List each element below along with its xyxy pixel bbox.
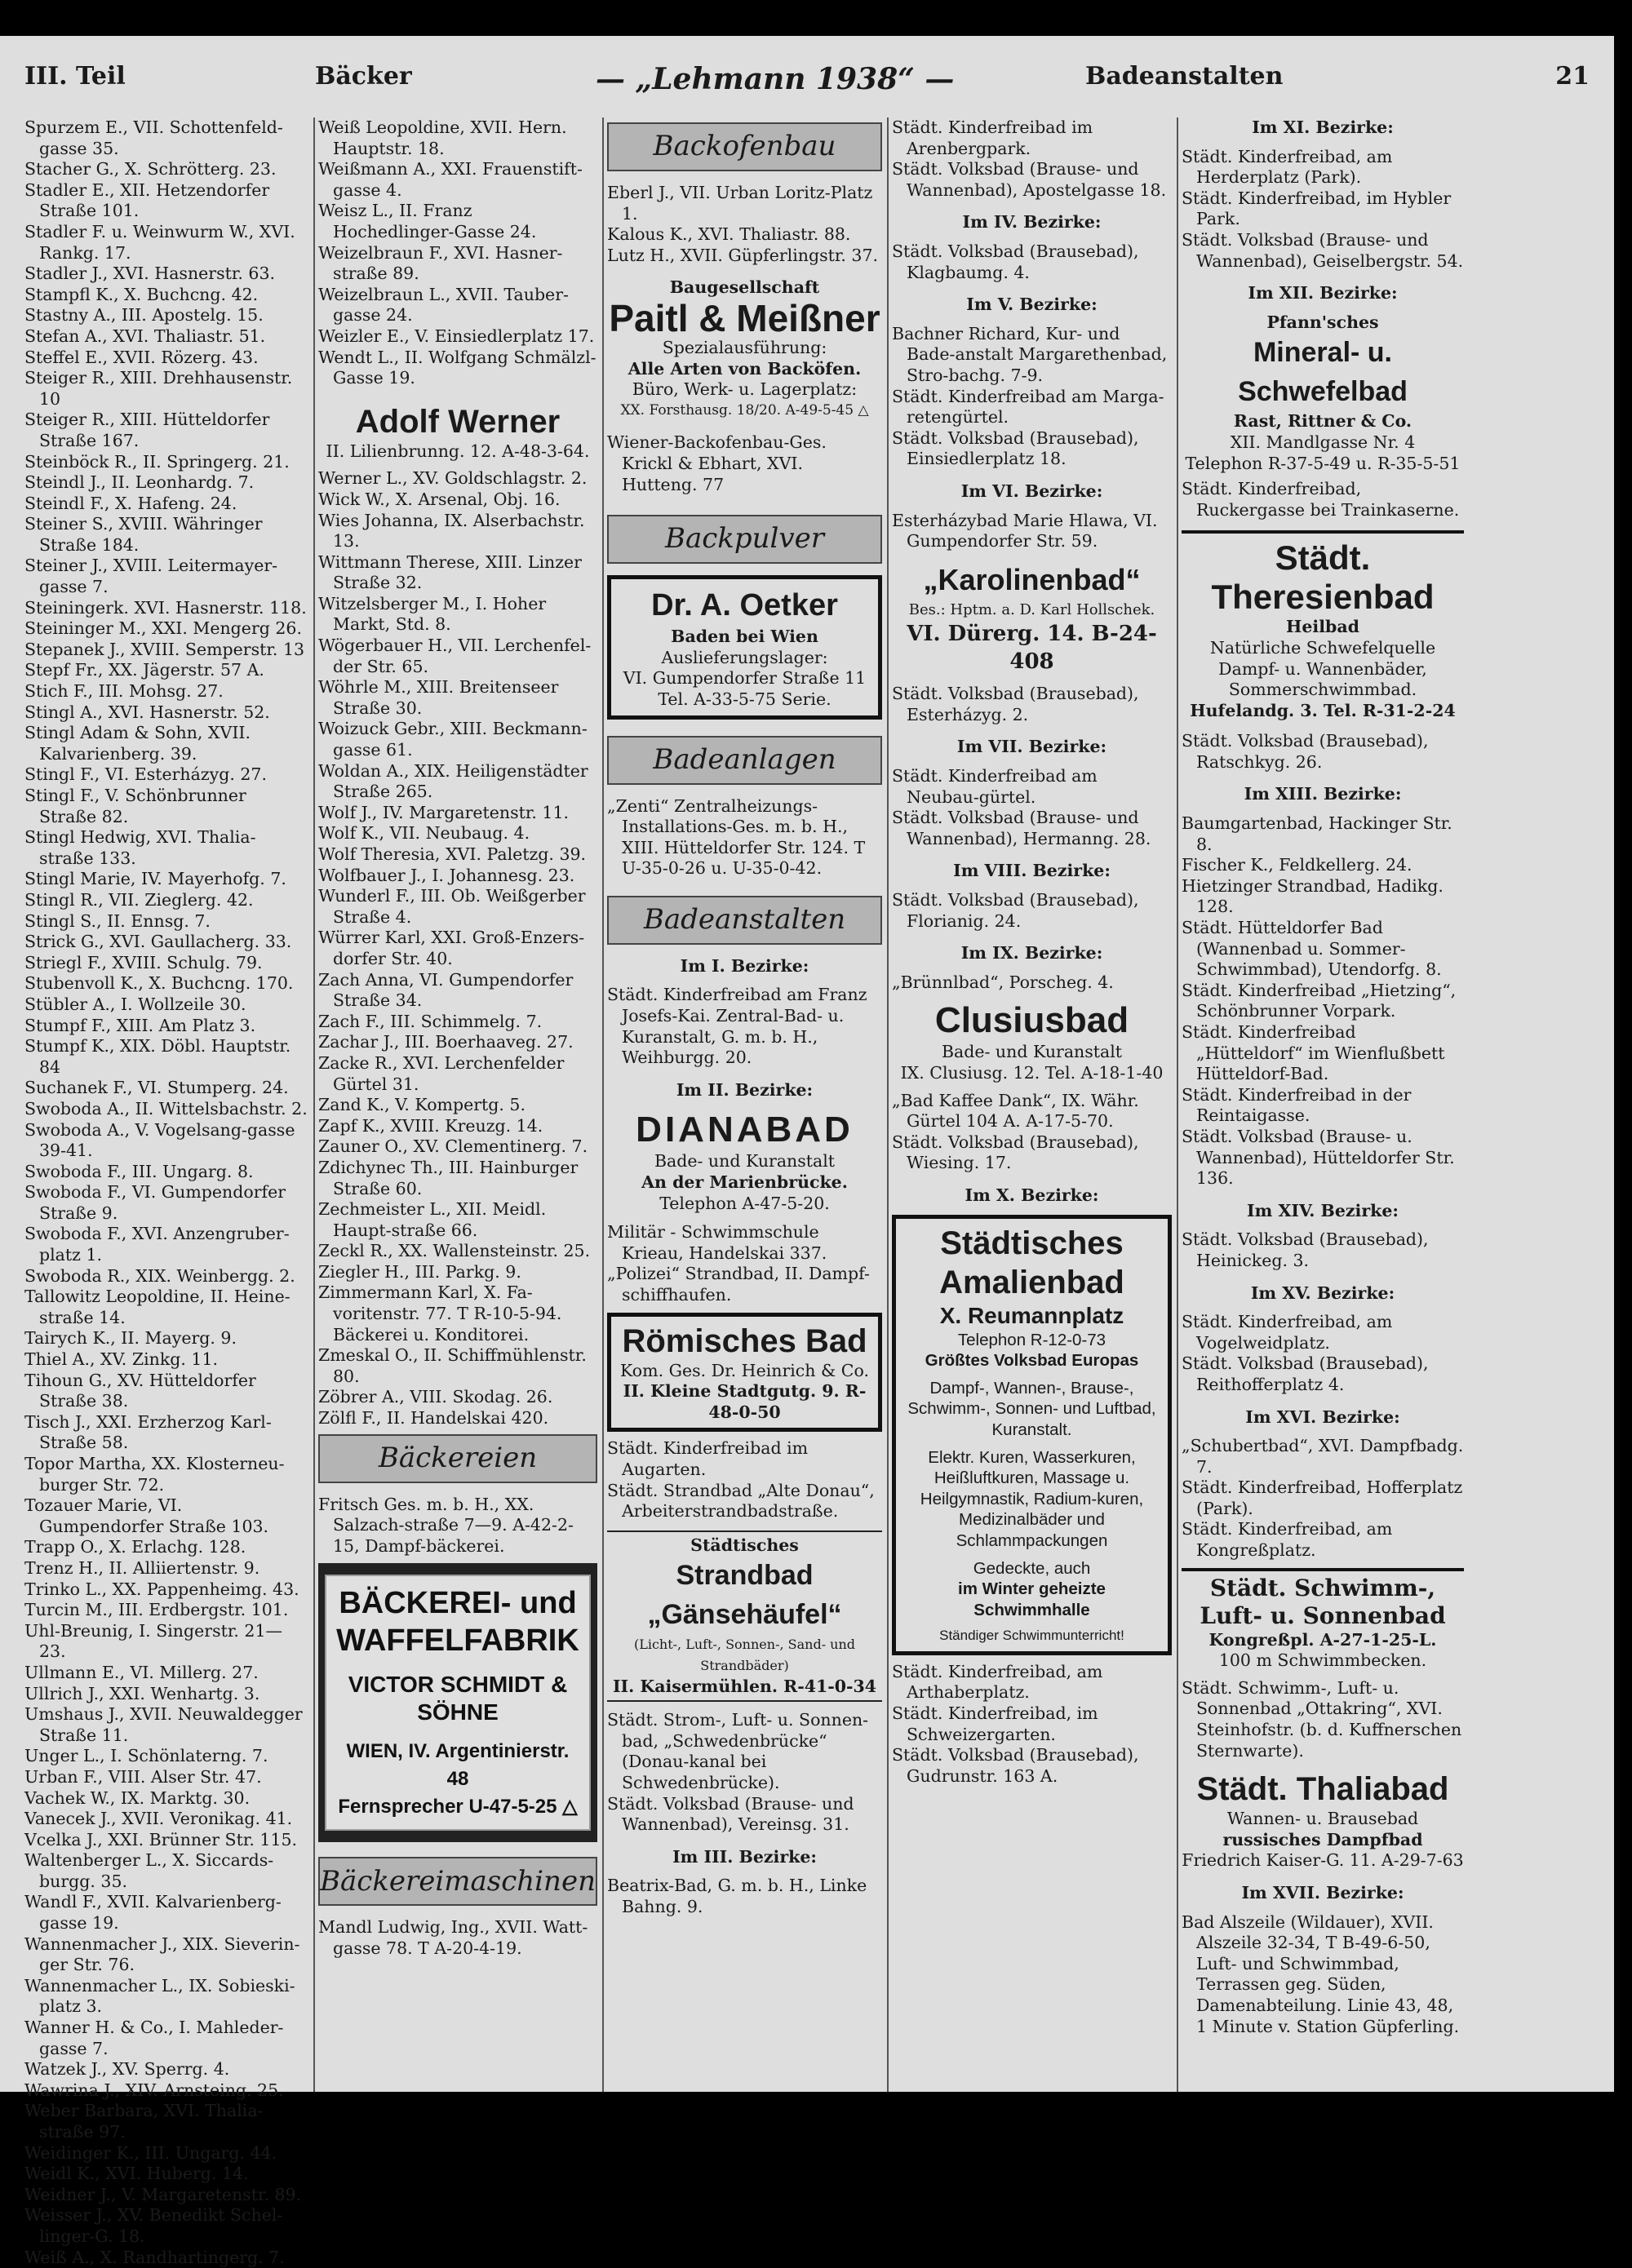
ad-name: Clusiusbad xyxy=(934,1000,1129,1041)
list-item: Wiener-Backofenbau-Ges. Krickl & Ebhart, XVI. Hutteng. 77 xyxy=(607,432,827,494)
ad-line: WAFFELFABRIK xyxy=(336,1623,579,1659)
clusiusbad-ad xyxy=(892,999,1172,1083)
list-item: „Zenti“ Zentralheizungs-Installations-Ges. m. b. H., XIII. Hütteldorfer Str. 124. T U-35-0-26 u. U-35-0-42. xyxy=(607,795,866,879)
list-item: Städt. Volksbad (Brause- u. Wannenbad), Hütteldorfer Str. 136. xyxy=(1182,1126,1455,1189)
list-item: Kalous K., XVI. Thaliastr. 88. xyxy=(607,224,851,245)
list-item: Wannenmacher L., IX. Sobieski-platz 3. xyxy=(24,1975,295,2017)
ad-line: Dampf-, Wannen-, Brause-, Schwimm-, Sonnen- und Luftbad, Kuranstalt. xyxy=(907,1378,1156,1439)
list-item: „Polizei“ Strandbad, II. Dampf-schiffhaufen. xyxy=(607,1264,870,1305)
list-item: Waltenberger L., X. Siccards-burgg. 35. xyxy=(24,1850,274,1891)
thaliabad-ad xyxy=(1182,1770,1464,1872)
ad-line: 100 m Schwimmbecken. xyxy=(1218,1650,1427,1671)
list-item: Wannenmacher J., XIX. Sieverin-ger Str. 76. xyxy=(24,1934,300,1975)
list-item: Zach F., III. Schimmelg. 7. xyxy=(318,1011,543,1031)
ad-line: Größtes Volksbad Europas xyxy=(925,1351,1139,1371)
list-item: Stingl R., VII. Zieglerg. 42. xyxy=(24,889,254,910)
list-item: Städt. Kinderfreibad, am Kongreßplatz. xyxy=(1182,1519,1393,1561)
list-item: Städt. Volksbad (Brausebad), Reithofferplatz 4. xyxy=(1182,1353,1429,1394)
list-item: Weiß A., X. Randhartingerg. 7. xyxy=(24,2247,285,2267)
schwimmbad-ad xyxy=(1182,1568,1464,1672)
list-item: Swoboda F., XVI. Anzengruber-platz 1. xyxy=(24,1224,290,1265)
list-item: Topor Martha, XX. Klosterneu-burger Str. 72. xyxy=(24,1454,285,1495)
list-item: Stingl Adam & Sohn, XVII. Kalvarienberg. 39. xyxy=(24,723,251,764)
ad-line: IX. Clusiusg. 12. Tel. A-18-1-40 xyxy=(900,1063,1164,1083)
list-item: Swoboda F., VI. Gumpendorfer Straße 9. xyxy=(24,1182,286,1223)
list-item: Stastny A., III. Apostelg. 15. xyxy=(24,305,264,326)
ad-line: Friedrich Kaiser-G. 11. A-29-7-63 xyxy=(1182,1850,1464,1871)
list-item: Ziegler H., III. Parkg. 9. xyxy=(318,1261,521,1282)
district-heading: Im VII. Bezirke: xyxy=(956,737,1107,757)
ad-line: VI. Gumpendorfer Straße 11 xyxy=(623,668,867,689)
list-item: Städt. Volksbad (Brausebad), Esterházyg. 2. xyxy=(892,684,1139,724)
district-heading: Im XI. Bezirke: xyxy=(1252,117,1394,137)
list-item: Städt. Kinderfreibad, am Vogelweidplatz. xyxy=(1182,1312,1393,1353)
list-item: Städt. Strom-, Luft- u. Sonnen-bad, „Schwedenbrücke“ (Donau-kanal bei Schwedenbrücke). xyxy=(607,1710,869,1792)
list-item: Zachar J., III. Boerhaaveg. 27. xyxy=(318,1032,574,1052)
ad-line: Tel. A-33-5-75 Serie. xyxy=(658,689,832,709)
ad-name: Städt. Thaliabad xyxy=(1196,1771,1449,1808)
list-item: Stingl Marie, IV. Mayerhofg. 7. xyxy=(24,869,286,889)
list-item: Zand K., V. Kompertg. 5. xyxy=(318,1095,526,1115)
list-item: Steiger R., XIII. Drehhausenstr. 10 xyxy=(24,368,293,409)
ad-line: Telephon R-37-5-49 u. R-35-5-51 xyxy=(1185,453,1461,473)
list-item: Würrer Karl, XXI. Groß-Enzers-dorfer Str. 40. xyxy=(318,928,585,968)
ad-name: Dr. A. Oetker xyxy=(651,588,838,623)
list-item: Weisser J., XV. Benedikt Schel-linger-G. 18. xyxy=(24,2205,283,2246)
ad-line: Auslieferungslager: xyxy=(661,647,828,667)
list-item: Weidinger K., III. Ungarg. 44. xyxy=(24,2142,277,2163)
ad-line: Schwimmhalle xyxy=(973,1600,1090,1619)
list-item: Stich F., III. Mohsg. 27. xyxy=(24,681,224,702)
entries-block xyxy=(607,183,882,266)
section-heading-backpulver: Backpulver xyxy=(607,515,882,564)
list-item: Baumgartenbad, Hackinger Str. 8. xyxy=(1182,813,1452,854)
list-item: Städt. Schwimm-, Luft- u. Sonnenbad „Ottakring“, XVI. Steinhofstr. (b. d. Kuffnerschen Sternwarte). xyxy=(1182,1677,1462,1761)
ad-line: X. Reumannplatz xyxy=(939,1302,1124,1328)
ad-line: Telephon R-12-0-73 xyxy=(957,1330,1106,1349)
list-item: Städt. Kinderfreibad am Neubau-gürtel. xyxy=(892,766,1098,807)
ad-line: Natürliche Schwefelquelle xyxy=(1209,637,1436,658)
list-item: Urban F., VIII. Alser Str. 47. xyxy=(24,1766,262,1787)
list-item: Hietzinger Strandbad, Hadikg. 128. xyxy=(1182,875,1444,917)
list-item: Suchanek F., VI. Stumperg. 24. xyxy=(24,1078,289,1098)
ad-line: Telephon A-47-5-20. xyxy=(659,1193,830,1213)
list-item: Zacke R., XVI. Lerchenfelder Gürtel 31. xyxy=(318,1052,565,1094)
district-heading: Im XVI. Bezirke: xyxy=(1245,1406,1400,1427)
list-item: Steindl F., X. Hafeng. 24. xyxy=(24,493,237,513)
list-item: Wolf K., VII. Neubaug. 4. xyxy=(318,823,530,844)
list-item: Zechmeister L., XII. Meidl. Haupt-straße 66. xyxy=(318,1199,547,1240)
ad-line: Wannen- u. Brausebad xyxy=(1226,1809,1419,1829)
column-rule xyxy=(1177,117,1178,2092)
list-item: Zmeskal O., II. Schiffmühlenstr. 80. xyxy=(318,1345,587,1386)
ad-line: WIEN, IV. Argentinierstr. 48 xyxy=(346,1740,570,1791)
pfann-ad xyxy=(1182,312,1464,474)
entries-block xyxy=(892,1662,1172,1787)
list-item: Weizelbraun L., XVII. Tauber-gasse 24. xyxy=(318,284,569,326)
list-item: Stumpf K., XIX. Döbl. Hauptstr. 84 xyxy=(24,1036,291,1077)
ad-line: An der Marienbrücke. xyxy=(641,1172,848,1193)
part-label: III. Teil xyxy=(24,62,126,91)
list-item: Umshaus J., XVII. Neuwaldegger Straße 11. xyxy=(24,1704,303,1745)
list-item: Woldan A., XIX. Heiligenstädter Straße 265. xyxy=(318,760,588,802)
district-heading: Im XIII. Bezirke: xyxy=(1244,784,1402,804)
list-item: Stubenvoll K., X. Buchcng. 170. xyxy=(24,973,294,994)
werner-name: Adolf Werner xyxy=(355,403,561,440)
list-item: Stübler A., I. Wollzeile 30. xyxy=(24,994,246,1014)
ad-line: II. Kleine Stadtgutg. 9. R-48-0-50 xyxy=(623,1381,867,1422)
list-item: „Brünnlbad“, Porscheg. 4. xyxy=(892,972,1114,992)
list-item: Wolf J., IV. Margaretenstr. 11. xyxy=(318,802,570,822)
list-item: Vachek W., IX. Marktg. 30. xyxy=(24,1787,251,1808)
book-title: — „Lehmann 1938“ — xyxy=(596,62,955,96)
column-rule xyxy=(887,117,889,2092)
list-item: Stingl F., VI. Esterházyg. 27. xyxy=(24,764,267,785)
list-item: Wolfbauer J., I. Johannesg. 23. xyxy=(318,865,575,885)
list-item: Stingl Hedwig, XVI. Thalia-straße 133. xyxy=(24,827,256,868)
list-item: Stadler F. u. Weinwurm W., XVI. Rankg. 17. xyxy=(24,221,295,263)
list-item: Weiß Leopoldine, XVII. Hern. Hauptstr. 18. xyxy=(318,117,567,158)
list-item: Tisch J., XXI. Erzherzog Karl-Straße 58. xyxy=(24,1411,272,1453)
oetker-ad xyxy=(607,575,882,719)
list-item: Weizler E., V. Einsiedlerplatz 17. xyxy=(318,326,595,346)
list-item: Städt. Volksbad (Brausebad), Heinickeg. 3. xyxy=(1182,1229,1429,1270)
list-item: Städt. Volksbad (Brausebad), Ratschkyg. 26. xyxy=(1182,731,1429,772)
ad-line: Heilbad xyxy=(1286,617,1359,637)
list-item: Swoboda F., III. Ungarg. 8. xyxy=(24,1161,254,1181)
karolinenbad-ad xyxy=(892,560,1172,676)
list-item: Watzek J., XV. Sperrg. 4. xyxy=(24,2059,230,2080)
ad-line: Bade- und Kuranstalt xyxy=(941,1042,1123,1062)
list-item: Weisz L., II. Franz Hochedlinger-Gasse 24. xyxy=(318,201,537,241)
list-item: Tairych K., II. Mayerg. 9. xyxy=(24,1328,237,1349)
list-item: Städt. Hütteldorfer Bad (Wannenbad u. Sommer-Schwimmbad), Utendorfg. 8. xyxy=(1182,918,1442,980)
list-item: Stumpf F., XIII. Am Platz 3. xyxy=(24,1015,256,1035)
ad-line: Baugesellschaft xyxy=(669,277,820,298)
category-left: Bäcker xyxy=(315,62,412,91)
district-heading: Im VIII. Bezirke: xyxy=(953,861,1111,881)
list-item: Zöbrer A., VIII. Skodag. 26. xyxy=(318,1387,553,1407)
list-item: Woizuck Gebr., XIII. Beckmann-gasse 61. xyxy=(318,719,588,760)
list-item: Stefan A., XVI. Thaliastr. 51. xyxy=(24,326,266,346)
ad-name: „Karolinenbad“ xyxy=(923,562,1141,596)
list-item: Städt. Volksbad (Brausebad), Gudrunstr. 163 A. xyxy=(892,1745,1139,1786)
ad-line: Baden bei Wien xyxy=(671,627,818,647)
section-heading-baeckereimaschinen: Bäckereimaschinen xyxy=(318,1857,597,1906)
column-4 xyxy=(892,117,1172,2084)
list-item: Stadler E., XII. Hetzendorfer Straße 101. xyxy=(24,179,270,221)
list-item: Städt. Kinderfreibad im Augarten. xyxy=(607,1438,809,1479)
ad-line: XX. Forsthausg. 18/20. A-49-5-45 △ xyxy=(620,401,869,419)
list-item: Militär - Schwimmschule Krieau, Handelskai 337. xyxy=(607,1222,827,1263)
roemisches-bad-ad xyxy=(607,1313,882,1433)
ad-line: Gedeckte, auch xyxy=(973,1558,1091,1578)
list-item: Swoboda A., II. Wittelsbachstr. 2. xyxy=(24,1098,308,1118)
list-item: Städt. Kinderfreibad, im Hybler Park. xyxy=(1182,188,1452,229)
list-item: Mandl Ludwig, Ing., XVII. Watt-gasse 78. T A-20-4-19. xyxy=(318,1917,588,1958)
list-item: Weißmann A., XXI. Frauenstift-gasse 4. xyxy=(318,159,583,200)
ad-name: Paitl & Meißner xyxy=(609,296,880,339)
entries-block xyxy=(1182,813,1464,1189)
list-item: Stacher G., X. Schrötterg. 23. xyxy=(24,159,277,179)
list-item: Stingl S., II. Ennsg. 7. xyxy=(24,910,211,931)
list-item: Swoboda R., XIX. Weinbergg. 2. xyxy=(24,1265,295,1286)
list-item: Weidl K., XVI. Huberg. 14. xyxy=(24,2164,249,2184)
list-item: Wanner H. & Co., I. Mahleder-gasse 7. xyxy=(24,2018,284,2058)
list-item: „Bad Kaffee Dank“, IX. Währ. Gürtel 104 A. A-17-5-70. xyxy=(892,1090,1139,1132)
ad-line: Bade- und Kuranstalt xyxy=(654,1151,836,1172)
list-item: Uhl-Breunig, I. Singerstr. 21—23. xyxy=(24,1620,282,1662)
list-item: Tallowitz Leopoldine, II. Heine-straße 14. xyxy=(24,1287,290,1327)
list-item: Städt. Kinderfreibad, am Herderplatz (Park). xyxy=(1182,146,1393,188)
ad-line: Kom. Ges. Dr. Heinrich & Co. xyxy=(620,1360,869,1380)
ad-name: Strandbad „Gänsehäufel“ xyxy=(647,1560,842,1631)
list-item: Tihoun G., XV. Hütteldorfer Straße 38. xyxy=(24,1370,256,1411)
list-item: Städt. Kinderfreibad in der Reintaigasse. xyxy=(1182,1084,1412,1126)
list-item: Wies Johanna, IX. Alserbachstr. 13. xyxy=(318,510,585,551)
entries-block xyxy=(892,1091,1172,1174)
list-item: Swoboda A., V. Vogelsang-gasse 39-41. xyxy=(24,1119,295,1161)
list-item: Steiner J., XVIII. Leitermayer-gasse 7. xyxy=(24,556,278,597)
list-item: Städt. Kinderfreibad im Arenbergpark. xyxy=(892,117,1093,158)
district-heading: Im VI. Bezirke: xyxy=(960,481,1103,501)
list-item: Zauner O., XV. Clementinerg. 7. xyxy=(318,1136,588,1157)
list-item: Städt. Kinderfreibad, Hofferplatz (Park). xyxy=(1182,1477,1463,1518)
list-item: Fritsch Ges. m. b. H., XX. Salzach-straße 7—9. A-42-2-15, Dampf-bäckerei. xyxy=(318,1494,574,1556)
page-number: 21 xyxy=(1555,62,1590,91)
district-heading: Im XIV. Bezirke: xyxy=(1247,1200,1399,1220)
waffelfabrik-ad xyxy=(318,1563,597,1842)
ad-line: Fernsprecher U-47-5-25 △ xyxy=(338,1796,578,1818)
list-item: Städt. Kinderfreibad, Ruckergasse bei Trainkaserne. xyxy=(1182,479,1460,520)
list-item: Trapp O., X. Erlachg. 128. xyxy=(24,1537,246,1557)
list-item: Zimmermann Karl, X. Fa-voritenstr. 77. T R-10-5-94. Bäckerei u. Konditorei. xyxy=(318,1282,562,1344)
list-item: Ullrich J., XXI. Wenhartg. 3. xyxy=(24,1683,260,1703)
list-item: Städt. Kinderfreibad, im Schweizergarten. xyxy=(892,1703,1098,1744)
list-item: Unger L., I. Schönlaterng. 7. xyxy=(24,1746,268,1766)
list-item: Vanecek J., XVII. Veronikag. 41. xyxy=(24,1809,293,1829)
list-item: Striegl F., XVIII. Schulg. 79. xyxy=(24,952,263,972)
list-item: Fischer K., Feldkellerg. 24. xyxy=(1182,855,1412,875)
list-item: Städt. Kinderfreibad am Marga-retengürtel. xyxy=(892,386,1164,427)
list-item: Wick W., X. Arsenal, Obj. 16. xyxy=(318,489,561,509)
list-item: Steiningerk. XVI. Hasnerstr. 118. xyxy=(24,597,307,618)
district-heading: Im III. Bezirke: xyxy=(672,1846,817,1867)
list-item: Wunderl F., III. Ob. Weißgerber Straße 4. xyxy=(318,886,586,927)
list-item: Steiger R., XIII. Hütteldorfer Straße 167. xyxy=(24,410,270,450)
list-item: Vcelka J., XXI. Brünner Str. 115. xyxy=(24,1829,298,1849)
list-item: Zach Anna, VI. Gumpendorfer Straße 34. xyxy=(318,969,574,1011)
ad-line: Büro, Werk- u. Lagerplatz: xyxy=(632,379,858,400)
list-item: Stingl F., V. Schönbrunner Straße 82. xyxy=(24,786,246,826)
list-item: Wawrina J., XIV. Arnsteing. 25. xyxy=(24,2080,284,2100)
ad-name: DIANABAD xyxy=(636,1110,854,1150)
list-item: Weber Barbara, XVI. Thalia-straße 97. xyxy=(24,2101,264,2142)
ad-line: VI. Dürerg. 14. B-24-408 xyxy=(907,622,1157,675)
list-item: Städt. Volksbad (Brausebad), Klagbaumg. 4. xyxy=(892,241,1139,282)
theresienbad-ad xyxy=(1182,530,1464,721)
entries-block xyxy=(318,468,597,1429)
list-item: Stepanek J., XVIII. Semperstr. 13 xyxy=(24,639,305,659)
district-heading: Im I. Bezirke: xyxy=(680,955,809,976)
column-5 xyxy=(1182,117,1464,2084)
ad-line: Elektr. Kuren, Wasserkuren, Heißluftkuren, Massage u. Heilgymnastik, Radium-kuren, Medizinalbäder und Schlammpackungen xyxy=(920,1447,1144,1550)
ad-line: Luft- u. Sonnenbad xyxy=(1200,1601,1446,1629)
entries-block xyxy=(318,117,597,389)
list-item: Städt. Volksbad (Brause- und Wannenbad), Geiselbergstr. 54. xyxy=(1182,229,1464,271)
list-item: Zeckl R., XX. Wallensteinstr. 25. xyxy=(318,1241,591,1261)
column-3 xyxy=(607,117,882,2084)
list-item: Städt. Kinderfreibad „Hietzing“, Schönbrunner Vorpark. xyxy=(1182,980,1457,1021)
ad-name: Römisches Bad xyxy=(622,1322,867,1359)
entries-block xyxy=(1182,147,1464,272)
directory-page xyxy=(0,36,1614,2267)
werner-address: II. Lilienbrunng. 12. A-48-3-64. xyxy=(326,441,590,461)
entries-block xyxy=(892,117,1172,201)
ad-line: Kongreßpl. A-27-1-25-L. xyxy=(1208,1629,1437,1650)
section-heading-backofenbau: Backofenbau xyxy=(607,122,882,171)
list-item: Steffel E., XVII. Rözerg. 43. xyxy=(24,347,259,367)
ad-line: Pfann'sches xyxy=(1266,312,1379,332)
district-heading: Im IV. Bezirke: xyxy=(962,212,1102,233)
column-rule xyxy=(602,117,604,2092)
list-item: Werner L., XV. Goldschlagstr. 2. xyxy=(318,468,588,489)
district-heading: Im XVII. Bezirke: xyxy=(1241,1883,1404,1903)
list-item: Lutz H., XVII. Güpferlingstr. 37. xyxy=(607,245,879,265)
ad-line: Alle Arten von Backöfen. xyxy=(628,358,862,379)
entries-block xyxy=(892,324,1172,470)
entries-block xyxy=(1182,1312,1464,1395)
entries-block xyxy=(607,1222,882,1305)
ad-line: Dampf- u. Wannenbäder, Sommerschwimmbad. xyxy=(1218,658,1427,700)
ad-line: Städtisches xyxy=(690,1535,799,1555)
ad-line: II. Kaisermühlen. R-41-0-34 xyxy=(612,1676,877,1696)
list-item: Witzelsberger M., I. Hoher Markt, Std. 8. xyxy=(318,593,547,635)
list-item: Stadler J., XVI. Hasnerstr. 63. xyxy=(24,264,276,284)
ad-name: Mineral- u. Schwefelbad xyxy=(1238,337,1408,408)
list-item: Stampfl K., X. Buchcng. 42. xyxy=(24,284,259,304)
list-item: Städt. Volksbad (Brausebad), Wiesing. 17. xyxy=(892,1132,1139,1173)
ad-name: Städt. Theresienbad xyxy=(1211,538,1435,617)
ad-line: Städt. Schwimm-, xyxy=(1209,1574,1436,1601)
ad-line: VICTOR SCHMIDT & SÖHNE xyxy=(348,1672,568,1725)
district-heading: Im X. Bezirke: xyxy=(965,1185,1099,1205)
list-item: Städt. Strandbad „Alte Donau“, Arbeiterstrandbadstraße. xyxy=(607,1480,875,1522)
ad-line: russisches Dampfbad xyxy=(1222,1829,1423,1849)
list-item: Bachner Richard, Kur- und Bade-anstalt Margarethenbad, Stro-bachg. 7-9. xyxy=(892,323,1168,385)
list-item: Städt. Volksbad (Brause- und Wannenbad), Vereinsg. 31. xyxy=(607,1793,854,1835)
list-item: Trenz H., II. Alliiertenstr. 9. xyxy=(24,1557,260,1578)
list-item: Städt. Kinderfreibad am Franz Josefs-Kai. Zentral-Bad- u. Kuranstalt, G. m. b. H., Weihburgg. 20. xyxy=(607,985,867,1068)
list-item: Städt. Volksbad (Brause- und Wannenbad), Apostelgasse 18. xyxy=(892,159,1167,200)
district-heading: Im II. Bezirke: xyxy=(676,1079,814,1100)
list-item: Thiel A., XV. Zinkg. 11. xyxy=(24,1349,219,1370)
list-item: Trinko L., XX. Pappenheimg. 43. xyxy=(24,1579,299,1599)
gaensehaeufel-ad xyxy=(607,1530,882,1702)
category-right: Badeanstalten xyxy=(1085,62,1284,91)
entries-block xyxy=(1182,1436,1464,1561)
list-item: Bad Alszeile (Wildauer), XVII. Alszeile 32-34, T B-49-6-50, Luft- und Schwimmbad, Terrassen geg. Süden, Damenabteilung. Linie 43, 48, 1 Minute v. Station Güpferling. xyxy=(1182,1911,1460,2036)
list-item: Wögerbauer H., VII. Lerchenfel-der Str. 65. xyxy=(318,636,592,676)
list-item: Steiner S., XVIII. Währinger Straße 184. xyxy=(24,514,263,555)
list-item: Stingl A., XVI. Hasnerstr. 52. xyxy=(24,702,270,722)
section-heading-badeanlagen: Badeanlagen xyxy=(607,736,882,785)
list-item: Strick G., XVI. Gaullacherg. 33. xyxy=(24,932,292,952)
ad-line: Städtisches xyxy=(940,1225,1124,1261)
dianabad-ad xyxy=(607,1109,882,1214)
list-item: Steininger M., XXI. Mengerg 26. xyxy=(24,618,302,639)
ad-line: Bes.: Hptm. a. D. Karl Hollschek. xyxy=(908,600,1155,618)
list-item: Städt. Volksbad (Brause- und Wannenbad), Hermanng. 28. xyxy=(892,808,1151,848)
list-item: Steindl J., II. Leonhardg. 7. xyxy=(24,472,255,493)
list-item: Weidner J., V. Margaretenstr. 89. xyxy=(24,2184,302,2204)
list-item: Spurzem E., VII. Schottenfeld-gasse 35. xyxy=(24,117,283,158)
ad-name: Amalienbad xyxy=(939,1264,1124,1300)
list-item: Wöhrle M., XIII. Breitenseer Straße 30. xyxy=(318,677,559,718)
list-item: Zapf K., XVIII. Kreuzg. 14. xyxy=(318,1115,543,1136)
list-item: Zölfl F., II. Handelskai 420. xyxy=(318,1408,549,1429)
ad-line: im Winter geheizte xyxy=(958,1579,1106,1599)
ad-line: BÄCKEREI- und xyxy=(339,1586,577,1621)
entries-block xyxy=(607,1438,882,1522)
ad-line: Rast, Rittner & Co. xyxy=(1233,411,1412,432)
ad-line: XII. Mandlgasse Nr. 4 xyxy=(1230,432,1416,452)
list-item: Tozauer Marie, VI. Gumpendorfer Straße 103. xyxy=(24,1495,269,1536)
list-item: Ullmann E., VI. Millerg. 27. xyxy=(24,1662,259,1682)
list-item: Turcin M., III. Erdbergstr. 101. xyxy=(24,1600,289,1620)
entries-block xyxy=(892,766,1172,849)
district-heading: Im V. Bezirke: xyxy=(966,295,1098,315)
list-item: Steinböck R., II. Springerg. 21. xyxy=(24,451,290,472)
amalienbad-ad xyxy=(892,1215,1172,1655)
list-item: Wendt L., II. Wolfgang Schmälzl-Gasse 19. xyxy=(318,347,596,388)
section-heading-baeckereien: Bäckereien xyxy=(318,1434,597,1483)
section-heading-badeanstalten: Badeanstalten xyxy=(607,896,882,945)
list-item: Zdichynec Th., III. Hainburger Straße 60. xyxy=(318,1157,579,1198)
ad-line: Ständiger Schwimmunterricht! xyxy=(939,1628,1124,1644)
district-heading: Im XII. Bezirke: xyxy=(1248,283,1398,303)
list-item: Städt. Volksbad (Brausebad), Einsiedlerplatz 18. xyxy=(892,427,1139,469)
ad-line: Hufelandg. 3. Tel. R-31-2-24 xyxy=(1190,700,1456,720)
list-item: Städt. Kinderfreibad „Hütteldorf“ im Wienflußbett Hütteldorf-Bad. xyxy=(1182,1022,1445,1084)
werner-ad xyxy=(318,402,597,463)
list-item: Wandl F., XVII. Kalvarienberg-gasse 19. xyxy=(24,1892,282,1934)
entries-block xyxy=(607,1710,882,1836)
list-item: Wolf Theresia, XVI. Paletzg. 39. xyxy=(318,844,587,864)
list-item: Städt. Kinderfreibad, am Arthaberplatz. xyxy=(892,1661,1103,1703)
district-heading: Im XV. Bezirke: xyxy=(1250,1282,1395,1303)
list-item: „Schubertbad“, XVI. Dampfbadg. 7. xyxy=(1182,1436,1464,1477)
ad-line: (Licht-, Luft-, Sonnen-, Sand- und Strandbäder) xyxy=(633,1637,856,1673)
column-1 xyxy=(24,117,308,2267)
column-2 xyxy=(318,117,597,2084)
list-item: Wittmann Therese, XIII. Linzer Straße 32. xyxy=(318,551,582,593)
list-item: Städt. Volksbad (Brausebad), Florianig. 24. xyxy=(892,890,1139,931)
paitl-ad xyxy=(607,277,882,421)
list-item: Beatrix-Bad, G. m. b. H., Linke Bahng. 9. xyxy=(607,1876,867,1916)
district-heading: Im IX. Bezirke: xyxy=(960,943,1103,963)
column-rule xyxy=(313,117,315,2092)
list-item: Eberl J., VII. Urban Loritz-Platz 1. xyxy=(607,183,873,224)
list-item: Stepf Fr., XX. Jägerstr. 57 A. xyxy=(24,660,264,680)
ad-line: Spezialausführung: xyxy=(662,337,827,357)
page-header xyxy=(24,62,1590,98)
list-item: Esterházybad Marie Hlawa, VI. Gumpendorfer Str. 59. xyxy=(892,510,1158,551)
list-item: Weizelbraun F., XVI. Hasner-straße 89. xyxy=(318,242,563,284)
